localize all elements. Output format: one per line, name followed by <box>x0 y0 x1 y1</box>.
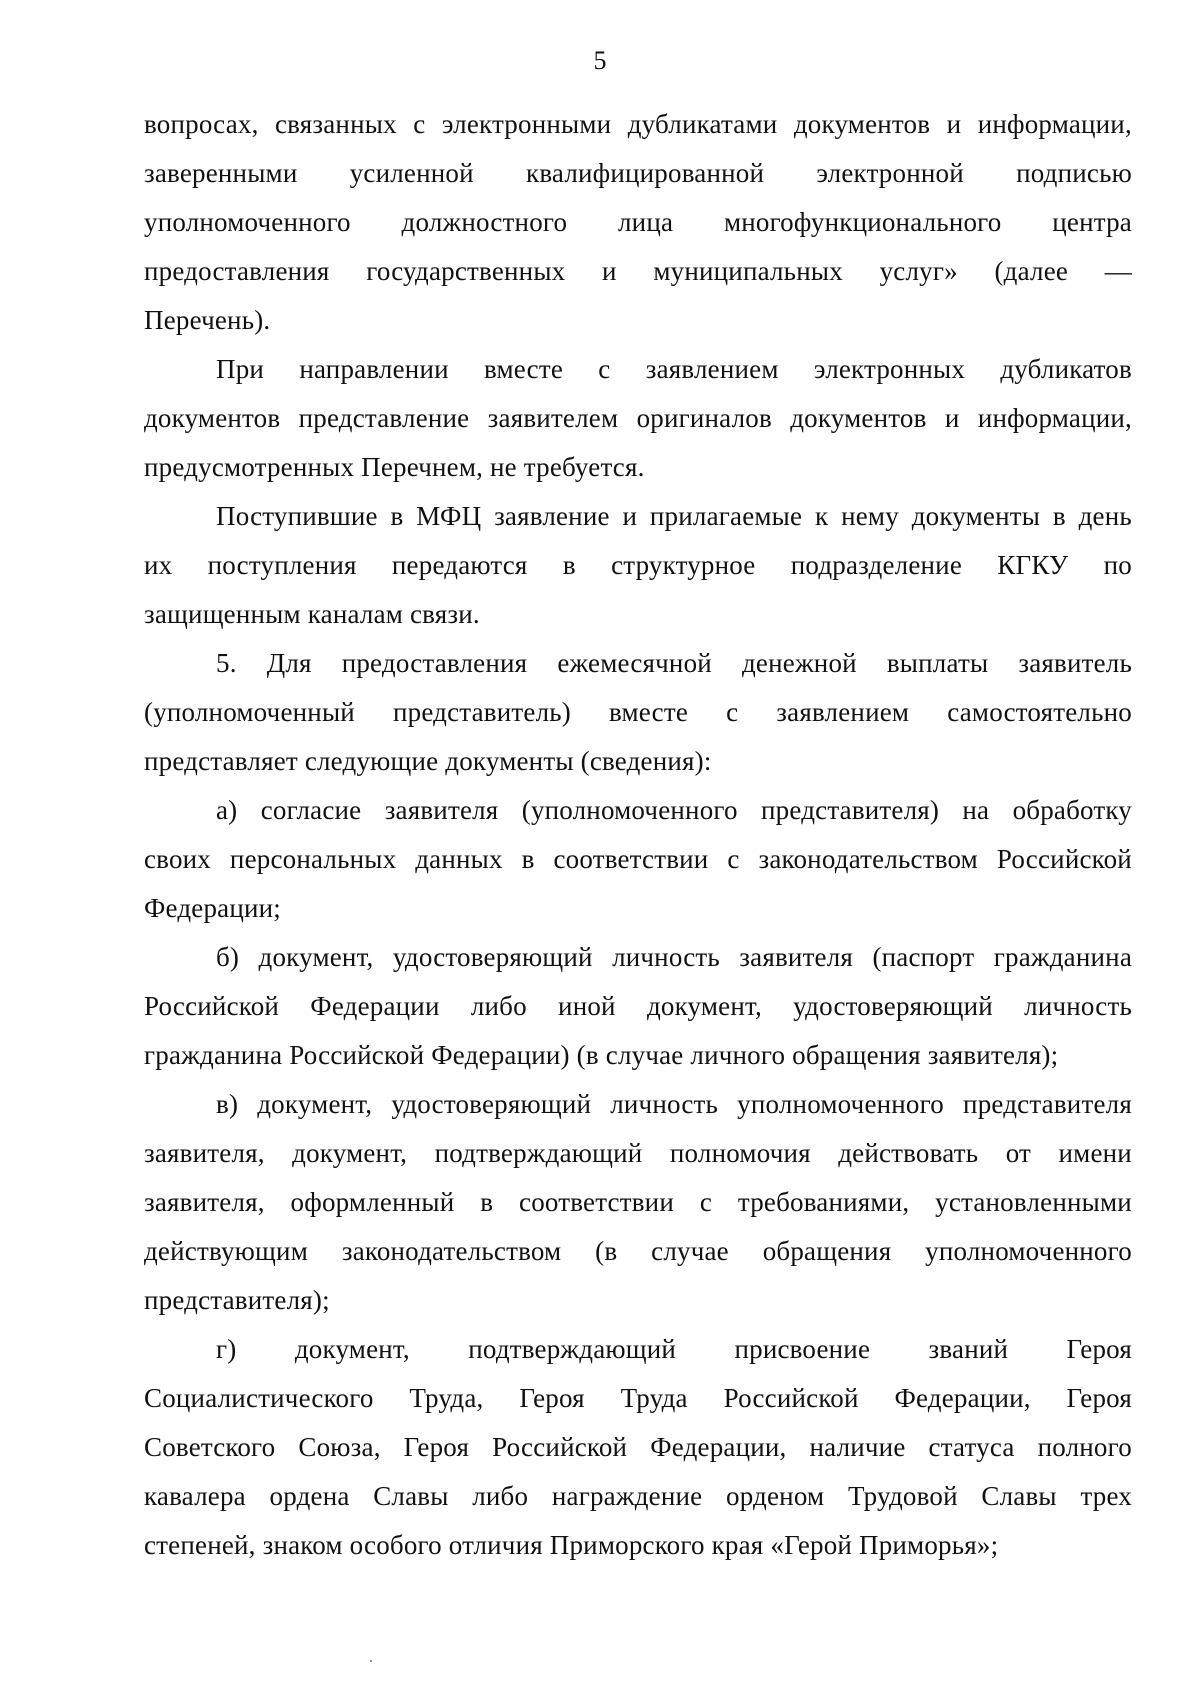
text-line: документов представление заявителем оригиналов документов и информации, <box>144 403 1132 433</box>
text-line: Российской Федерации либо иной документ, удостоверяющий личность <box>144 991 1132 1021</box>
page-number: 5 <box>593 46 607 75</box>
text-line: заявителя, оформленный в соответствии с требованиями, установленными <box>144 1187 1132 1217</box>
text-line: При направлении вместе с заявлением электронных дубликатов <box>216 354 1132 384</box>
text-line: Перечень). <box>144 305 271 335</box>
text-line: г) документ, подтверждающий присвоение званий Героя <box>216 1334 1132 1364</box>
text-line: действующим законодательством (в случае обращения уполномоченного <box>144 1236 1132 1266</box>
text-line: б) документ, удостоверяющий личность заявителя (паспорт гражданина <box>216 942 1132 972</box>
text-line: кавалера ордена Славы либо награждение орденом Трудовой Славы трех <box>144 1481 1132 1511</box>
paragraph <box>144 100 1132 345</box>
scan-speck <box>370 1660 372 1662</box>
text-line: своих персональных данных в соответствии с законодательством Российской <box>144 844 1132 874</box>
text-line: представляет следующие документы (сведения): <box>144 746 712 776</box>
paragraph <box>144 492 1132 639</box>
text-line: предусмотренных Перечнем, не требуется. <box>144 452 645 482</box>
text-line: Советского Союза, Героя Российской Федерации, наличие статуса полного <box>144 1432 1132 1462</box>
text-line: предоставления государственных и муниципальных услуг» (далее — <box>144 256 1132 286</box>
text-line: а) согласие заявителя (уполномоченного представителя) на обработку <box>216 795 1132 825</box>
text-line: Социалистического Труда, Героя Труда Российской Федерации, Героя <box>144 1383 1132 1413</box>
text-line: гражданина Российской Федерации) (в случае личного обращения заявителя); <box>144 1040 1059 1070</box>
text-line: заверенными усиленной квалифицированной электронной подписью <box>144 158 1132 188</box>
text-line: уполномоченного должностного лица многофункционального центра <box>144 207 1132 237</box>
text-line: представителя); <box>144 1285 330 1315</box>
text-line: Поступившие в МФЦ заявление и прилагаемые к нему документы в день <box>216 501 1132 531</box>
text-line: защищенным каналам связи. <box>144 599 480 629</box>
text-line: в) документ, удостоверяющий личность уполномоченного представителя <box>216 1089 1132 1119</box>
text-line: степеней, знаком особого отличия Приморского края «Герой Приморья»; <box>144 1530 999 1560</box>
paragraph <box>144 1080 1132 1325</box>
paragraph <box>144 786 1132 933</box>
text-line: заявителя, документ, подтверждающий полномочия действовать от имени <box>144 1138 1132 1168</box>
text-line: Федерации; <box>144 893 282 923</box>
text-line: вопросах, связанных с электронными дубликатами документов и информации, <box>144 109 1132 139</box>
document-body <box>144 100 1132 1570</box>
text-line: (уполномоченный представитель) вместе с заявлением самостоятельно <box>144 697 1132 727</box>
text-line: их поступления передаются в структурное подразделение КГКУ по <box>144 550 1132 580</box>
text-line: 5. Для предоставления ежемесячной денежной выплаты заявитель <box>216 648 1132 678</box>
paragraph <box>144 639 1132 786</box>
paragraph <box>144 1325 1132 1570</box>
paragraph <box>144 345 1132 492</box>
paragraph <box>144 933 1132 1080</box>
